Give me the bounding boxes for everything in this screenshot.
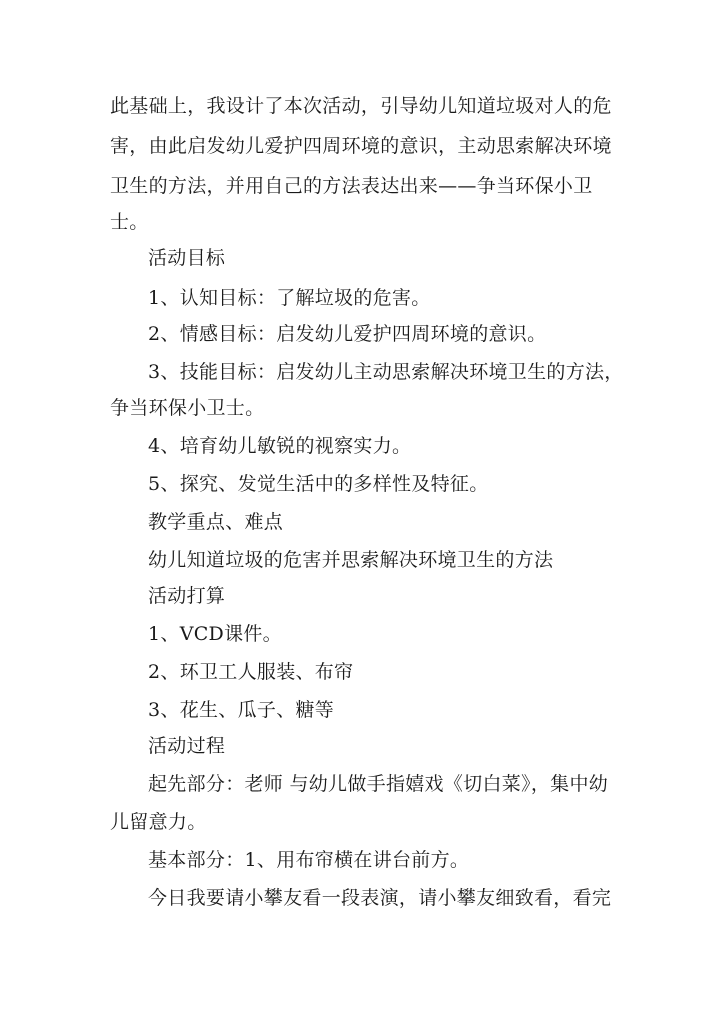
paragraph-line: 儿留意力。 xyxy=(110,811,207,833)
paragraph-line: 害，由此启发幼儿爱护四周环境的意识，主动思索解决环境 xyxy=(110,135,612,157)
paragraph-line: 基本部分：1、用布帘横在讲台前方。 xyxy=(148,849,470,871)
section-heading: 活动打算 xyxy=(148,585,226,607)
list-item: 1、VCD课件。 xyxy=(148,623,282,645)
paragraph-line: 今日我要请小攀友看一段表演，请小攀友细致看，看完 xyxy=(148,887,612,909)
list-item: 1、认知目标：了解垃圾的危害。 xyxy=(148,287,431,309)
list-item: 2、环卫工人服装、布帘 xyxy=(148,661,354,683)
paragraph-line: 卫生的方法，并用自己的方法表达出来——争当环保小卫 xyxy=(110,175,593,197)
list-item: 3、花生、瓜子、糖等 xyxy=(148,699,335,721)
list-item: 3、技能目标：启发幼儿主动思索解决环境卫生的方法， xyxy=(148,361,624,383)
paragraph-line: 幼儿知道垃圾的危害并思索解决环境卫生的方法 xyxy=(148,549,554,571)
section-heading: 教学重点、难点 xyxy=(148,511,284,533)
list-item: 4、培育幼儿敏锐的视察实力。 xyxy=(148,435,412,457)
section-heading: 活动过程 xyxy=(148,735,226,757)
paragraph-line: 士。 xyxy=(110,211,149,233)
list-item: 5、探究、发觉生活中的多样性及特征。 xyxy=(148,473,489,495)
list-item-continuation: 争当环保小卫士。 xyxy=(110,397,265,419)
paragraph-line: 起先部分：老师 与幼儿做手指嬉戏《切白菜》，集中幼 xyxy=(148,773,609,795)
section-heading: 活动目标 xyxy=(148,247,226,269)
list-item: 2、情感目标：启发幼儿爱护四周环境的意识。 xyxy=(148,323,547,345)
paragraph-line: 此基础上，我设计了本次活动，引导幼儿知道垃圾对人的危 xyxy=(110,95,612,117)
